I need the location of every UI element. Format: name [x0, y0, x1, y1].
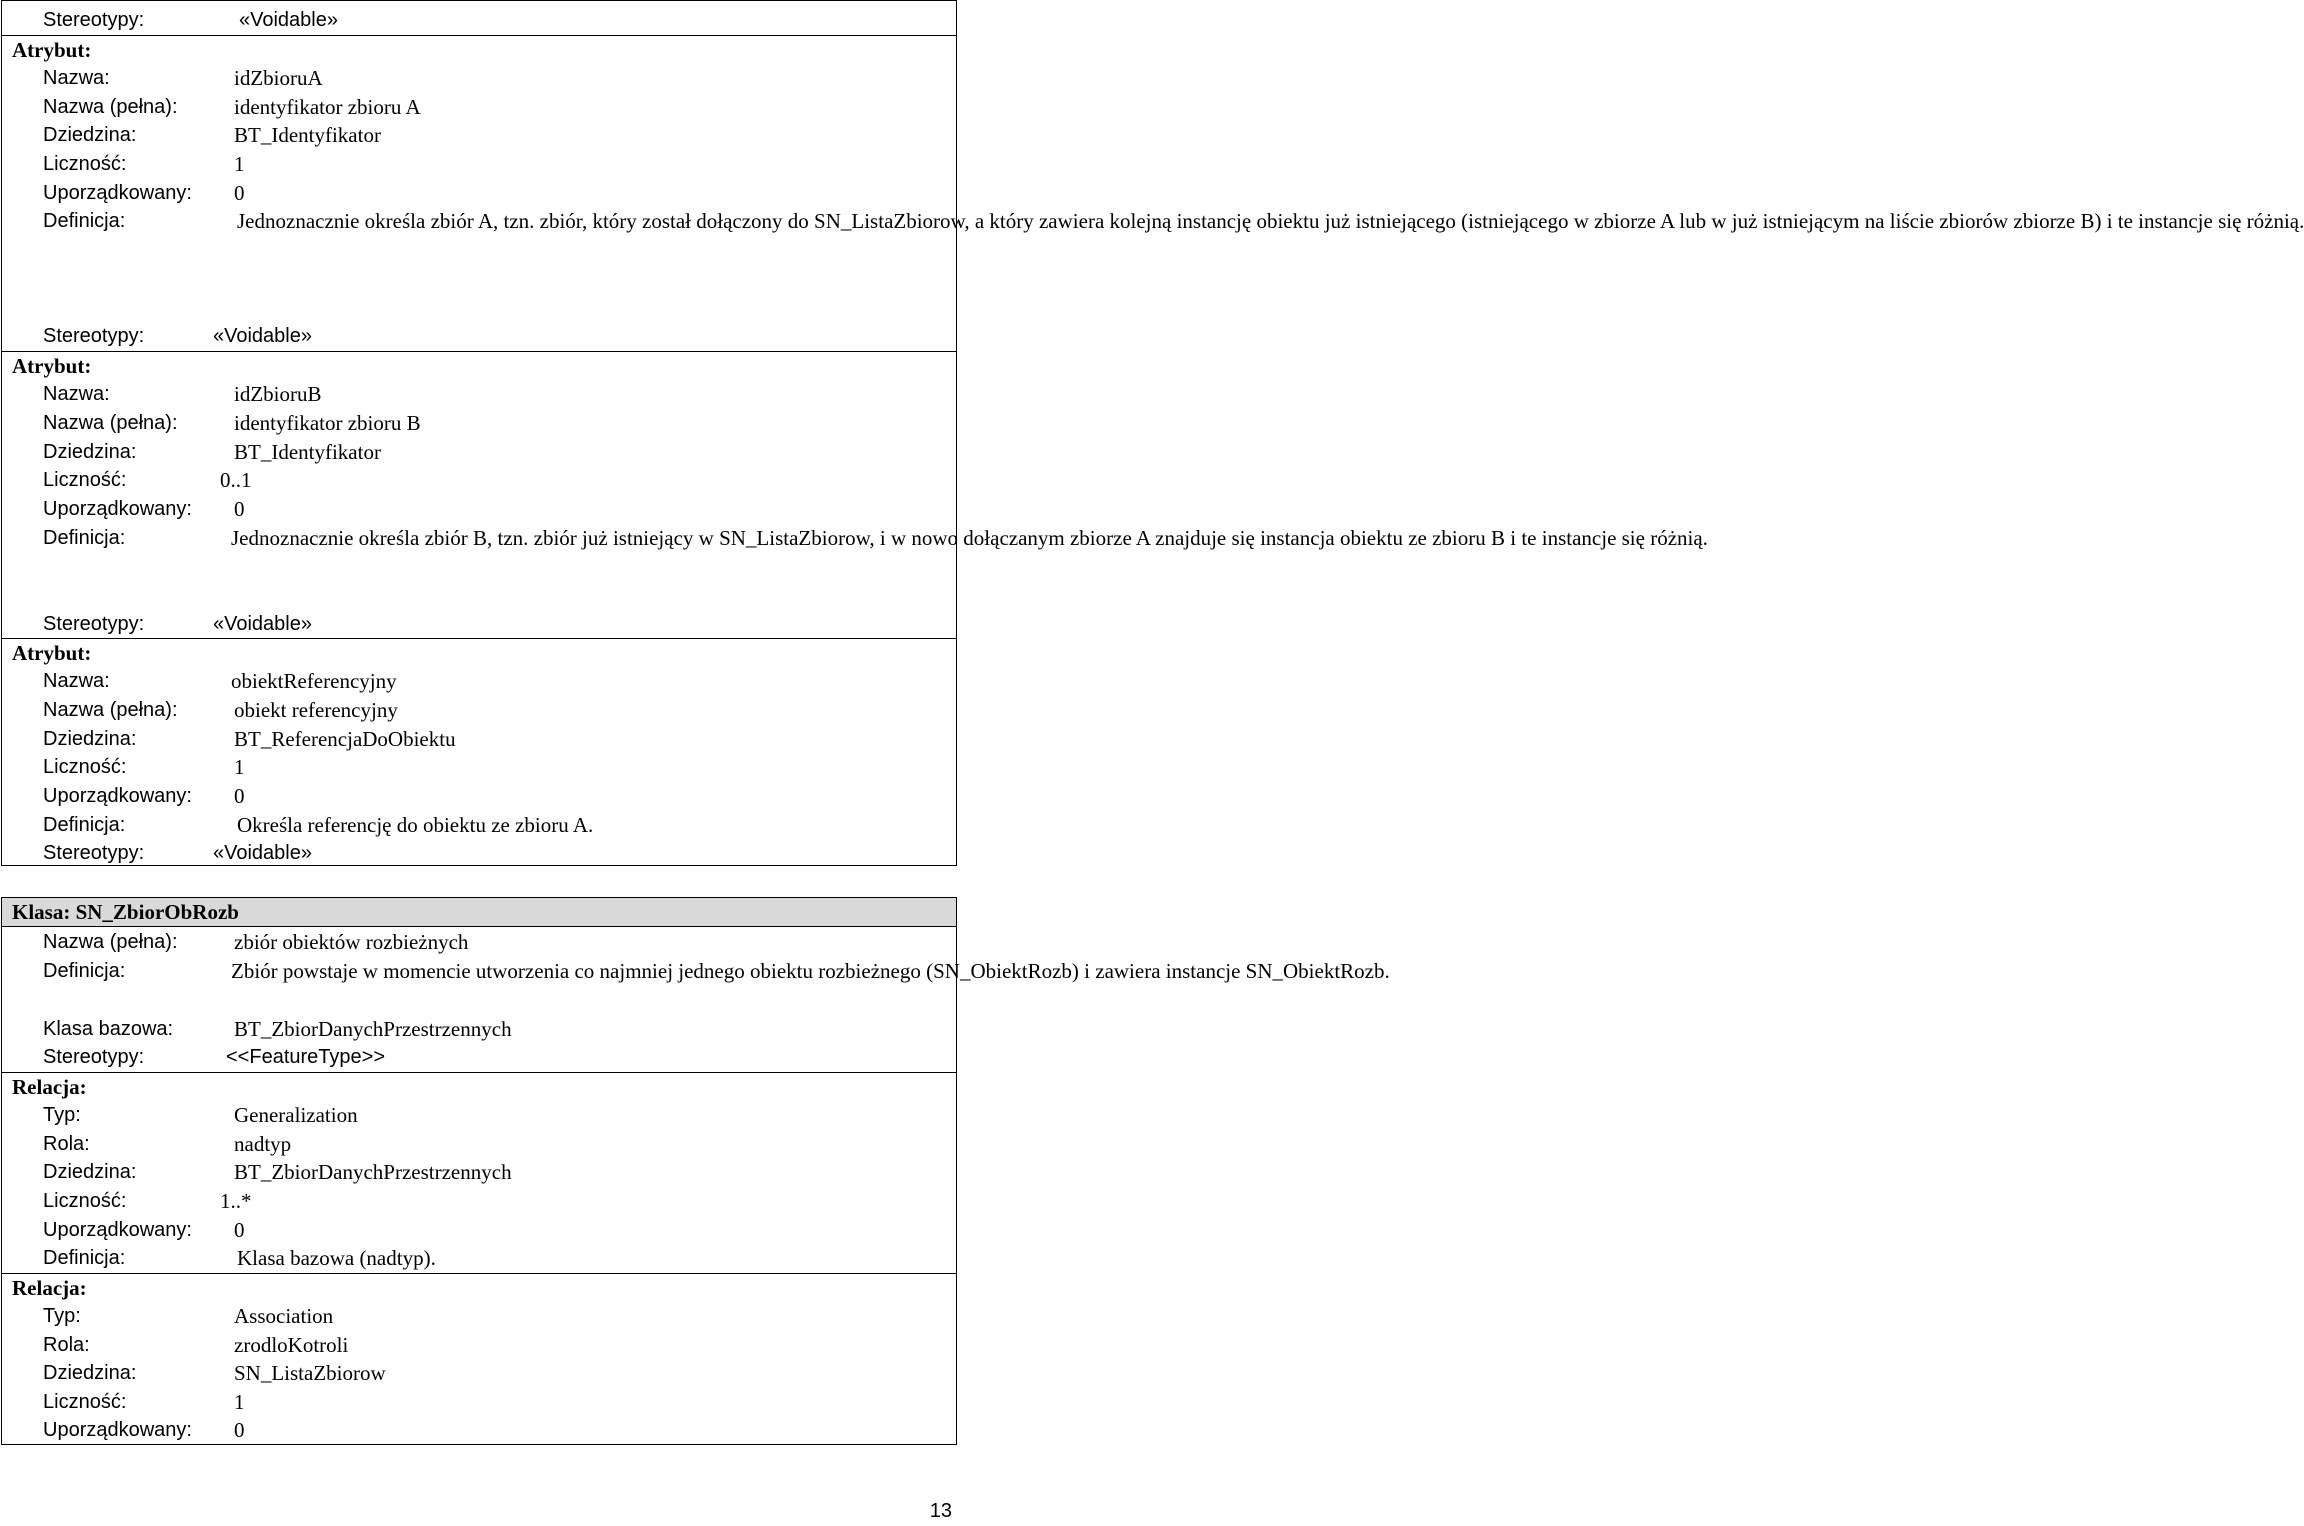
ordered-value: 0 — [234, 497, 245, 521]
attribute-multiplicity-row — [2, 466, 956, 494]
attribute-header: Atrybut: — [2, 35, 956, 64]
domain-value: BT_Identyfikator — [234, 123, 381, 147]
definition-label: Definicja: — [43, 1247, 126, 1269]
domain-value: BT_ReferencjaDoObiektu — [234, 727, 456, 751]
stereotype-label: Stereotypy: — [43, 9, 145, 31]
definition-value: Zbiór powstaje w momencie utworzenia co najmniej jednego obiektu rozbieżnego (SN_ObiektRozb) i zawiera instancje SN_ObiektRozb. — [231, 959, 1390, 983]
definition-value: Klasa bazowa (nadtyp). — [237, 1246, 436, 1270]
attribute-name-row — [2, 380, 956, 408]
base-class-value: BT_ZbiorDanychPrzestrzennych — [234, 1017, 512, 1041]
relation-multiplicity-row — [2, 1187, 956, 1215]
name-value: idZbioruB — [234, 382, 322, 406]
page-number: 13 — [929, 1500, 952, 1522]
class-table — [1, 897, 1390, 1445]
attribute-name-row — [2, 64, 956, 92]
relation-domain-row — [2, 1158, 956, 1186]
fullname-label: Nazwa (pełna): — [43, 931, 178, 953]
name-value: obiektReferencyjny — [231, 669, 397, 693]
relation-ordered-row — [2, 1216, 956, 1244]
attribute-ordered-row — [2, 782, 956, 810]
relation-domain-row — [2, 1359, 956, 1387]
attribute-ordered-row — [2, 179, 956, 207]
type-value: Association — [234, 1304, 334, 1328]
definition-value: Jednoznacznie określa zbiór A, tzn. zbiór, który został dołączony do SN_ListaZbiorow, a który zawiera kolejną instancję obiektu już istniejącego (istniejącego w zbiorze A lub w już istniejącym na liście zbiorów zbiorze B) i te instancje się różnią. — [237, 209, 2304, 233]
role-label: Rola: — [43, 1334, 90, 1356]
domain-value: BT_ZbiorDanychPrzestrzennych — [234, 1160, 512, 1184]
stereotype-value: «Voidable» — [213, 613, 312, 635]
stereotype-value: <<FeatureType>> — [226, 1046, 386, 1068]
multiplicity-label: Liczność: — [43, 469, 127, 491]
attribute-definition-row — [2, 811, 956, 839]
stereotype-value: «Voidable» — [239, 9, 338, 31]
relation-multiplicity-row — [2, 1388, 956, 1416]
multiplicity-value: 1..* — [220, 1189, 252, 1213]
fullname-value: obiekt referencyjny — [234, 698, 398, 722]
relation-type-row — [2, 1302, 956, 1330]
stereotype-label: Stereotypy: — [43, 325, 145, 347]
stereotype-row — [2, 839, 956, 867]
relation-header: Relacja: — [2, 1072, 956, 1101]
definition-label: Definicja: — [43, 960, 126, 982]
relation-role-row — [2, 1130, 956, 1158]
domain-label: Dziedzina: — [43, 1362, 137, 1384]
ordered-value: 0 — [234, 1418, 245, 1442]
stereotype-label: Stereotypy: — [43, 1046, 145, 1068]
name-label: Nazwa: — [43, 67, 110, 89]
relation-header: Relacja: — [2, 1273, 956, 1302]
ordered-label: Uporządkowany: — [43, 182, 192, 204]
ordered-label: Uporządkowany: — [43, 498, 192, 520]
attribute-multiplicity-row — [2, 150, 956, 178]
multiplicity-label: Liczność: — [43, 756, 127, 778]
fullname-label: Nazwa (pełna): — [43, 96, 178, 118]
stereotype-row — [2, 322, 956, 350]
relation-role-row — [2, 1331, 956, 1359]
attributes-table — [1, 0, 2304, 866]
class-stereotype-row — [2, 1043, 956, 1071]
attribute-name-row — [2, 667, 956, 695]
multiplicity-value: 0..1 — [220, 468, 252, 492]
stereotype-value: «Voidable» — [213, 842, 312, 864]
definition-label: Definicja: — [43, 814, 126, 836]
class-definition-row — [2, 957, 1390, 1015]
class-fullname-row — [2, 928, 956, 956]
multiplicity-value: 1 — [234, 755, 245, 779]
attribute-header: Atrybut: — [2, 638, 956, 667]
attribute-fullname-row — [2, 93, 956, 121]
domain-label: Dziedzina: — [43, 441, 137, 463]
attribute-fullname-row — [2, 409, 956, 437]
stereotype-label: Stereotypy: — [43, 842, 145, 864]
role-value: zrodloKotroli — [234, 1333, 349, 1357]
relation-ordered-row — [2, 1416, 956, 1444]
multiplicity-label: Liczność: — [43, 1391, 127, 1413]
attribute-definition-row — [2, 207, 2304, 323]
fullname-label: Nazwa (pełna): — [43, 699, 178, 721]
attribute-definition-row — [2, 524, 1708, 610]
attribute-multiplicity-row — [2, 753, 956, 781]
attribute-ordered-row — [2, 495, 956, 523]
type-label: Typ: — [43, 1305, 81, 1327]
ordered-label: Uporządkowany: — [43, 1419, 192, 1441]
ordered-value: 0 — [234, 784, 245, 808]
stereotype-label: Stereotypy: — [43, 613, 145, 635]
definition-value: Określa referencję do obiektu ze zbioru A. — [237, 813, 594, 837]
domain-value: SN_ListaZbiorow — [234, 1361, 386, 1385]
stereotype-value: «Voidable» — [213, 325, 312, 347]
attribute-header: Atrybut: — [2, 351, 956, 380]
attribute-domain-row — [2, 438, 956, 466]
ordered-value: 0 — [234, 181, 245, 205]
domain-label: Dziedzina: — [43, 124, 137, 146]
type-label: Typ: — [43, 1104, 81, 1126]
name-value: idZbioruA — [234, 66, 323, 90]
relation-definition-row — [2, 1244, 956, 1272]
multiplicity-label: Liczność: — [43, 1190, 127, 1212]
ordered-label: Uporządkowany: — [43, 1219, 192, 1241]
relation-type-row — [2, 1101, 956, 1129]
stereotype-row — [2, 610, 956, 638]
fullname-value: zbiór obiektów rozbieżnych — [234, 930, 469, 954]
domain-label: Dziedzina: — [43, 1161, 137, 1183]
attribute-fullname-row — [2, 696, 956, 724]
fullname-value: identyfikator zbioru B — [234, 411, 421, 435]
fullname-value: identyfikator zbioru A — [234, 95, 421, 119]
domain-label: Dziedzina: — [43, 728, 137, 750]
role-value: nadtyp — [234, 1132, 292, 1156]
attribute-domain-row — [2, 121, 956, 149]
name-label: Nazwa: — [43, 670, 110, 692]
multiplicity-value: 1 — [234, 1390, 245, 1414]
attribute-domain-row — [2, 725, 956, 753]
multiplicity-label: Liczność: — [43, 153, 127, 175]
definition-label: Definicja: — [43, 527, 126, 549]
class-base-row — [2, 1015, 956, 1043]
type-value: Generalization — [234, 1103, 358, 1127]
name-label: Nazwa: — [43, 383, 110, 405]
definition-value: Jednoznacznie określa zbiór B, tzn. zbiór już istniejący w SN_ListaZbiorow, i w nowo dołączanym zbiorze A znajduje się instancja obiektu ze zbioru B i te instancje się różnią. — [231, 526, 1708, 550]
ordered-value: 0 — [234, 1218, 245, 1242]
fullname-label: Nazwa (pełna): — [43, 412, 178, 434]
definition-label: Definicja: — [43, 210, 126, 232]
multiplicity-value: 1 — [234, 152, 245, 176]
ordered-label: Uporządkowany: — [43, 785, 192, 807]
base-class-label: Klasa bazowa: — [43, 1018, 174, 1040]
stereotype-row — [2, 6, 956, 34]
domain-value: BT_Identyfikator — [234, 440, 381, 464]
class-header: Klasa: SN_ZbiorObRozb — [2, 898, 956, 927]
role-label: Rola: — [43, 1133, 90, 1155]
